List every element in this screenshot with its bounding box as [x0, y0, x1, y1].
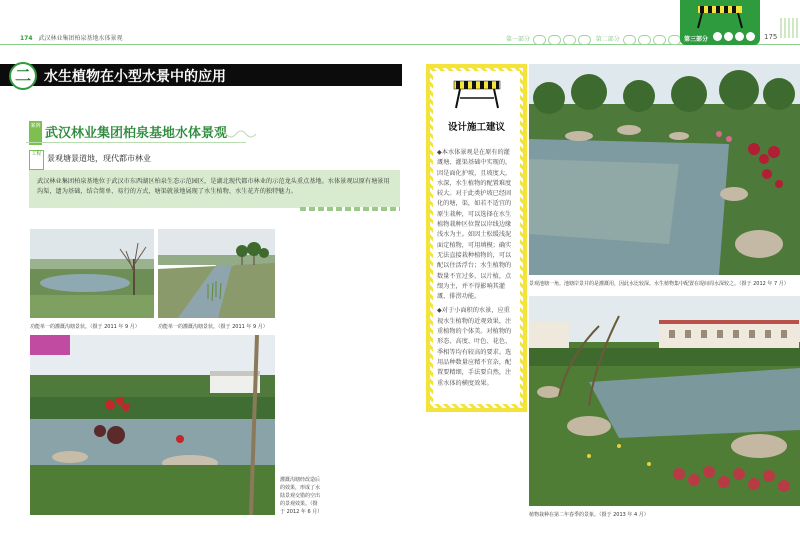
right-page-number: 175	[764, 33, 778, 41]
sidebar-paragraph: ◆本水体景观是在原有的灌溉塘、灌渠基础中实现的，因是面化护坡，且坡度大，水深，水生植物的配置难度较大。对于此类护坡已经固化的塘，渠，如若不适宜的原生栽种，可以选择在水生植物栽种区位置以岸线边缘浅水为主。如因土松缓浅泥面定植物，可用填模；确实无法直接栽种植物的，可以配以住活浮台；水生植物的数量不宜过多，以片植，点缀为主，并不得影响其灌溉、排涝功能。	[437, 149, 512, 301]
sidebar-body	[437, 148, 513, 393]
barrier-icon	[680, 0, 760, 32]
part-label: 第三部分	[684, 36, 709, 43]
left-running-title: 武汉林业集团柏泉基地水体景观	[38, 35, 123, 42]
case-tag: 案例	[29, 121, 42, 145]
barrier-icon	[452, 78, 502, 110]
photo-2-caption: 功能单一的灌溉沟塘景状。（摄于 2011 年 9 月）	[158, 324, 268, 330]
photo-pond-corner	[529, 64, 800, 275]
nav-part-one: 第一部分	[506, 36, 531, 43]
photo-ditch-2	[158, 229, 275, 318]
photo-4-caption: 景观池塘一角。池塘岸景并的是灌溉用，因此水比较深。水生植物集中配置在堤间周水深较之。（摄于 2012 年 7 月）	[529, 281, 789, 287]
photo-ditch-1	[30, 229, 154, 318]
section-title: 水生植物在小型水景中的应用	[44, 69, 226, 85]
type-tag: 工程	[29, 150, 44, 170]
type-text: 景观塘景道地，现代都市林业	[47, 154, 151, 163]
case-title: 武汉林业集团柏泉基地水体景观	[45, 126, 228, 141]
sidebar-title: 设计施工建议	[447, 122, 505, 133]
left-page-number: 174	[20, 35, 33, 42]
description-tail	[300, 207, 400, 211]
wave-ornament	[26, 126, 256, 142]
photo-1-caption: 功能单一的灌溉沟塘景状。（摄于 2011 年 9 月）	[30, 324, 140, 330]
description-text: 武汉林业集团柏泉基地位于武汉市东西湖区柏泉生态示范园区，是湖北现代都市林业的示范龙头重点基地。水体景观以原有塘景用沟渠，遗为基础，结合简单、易行的方式，塘渠就景地展现了水生植物、水生花卉的独特魅力。	[37, 178, 390, 195]
photo-5-caption: 植物栽种在第二年春季的景象。（摄于 2013 年 4 月）	[529, 512, 649, 518]
nav-dot	[713, 32, 722, 41]
nav-dot	[746, 32, 755, 41]
left-page-header	[20, 33, 122, 42]
case-underline	[26, 142, 246, 143]
nav-dot	[735, 32, 744, 41]
photo-spring-view	[529, 296, 800, 506]
photo-3-caption: 灌溉沟塘经改造后的效果，形成了水陆景观交错的空出的景观效果。（摄于 2012 年 6 月）	[280, 477, 323, 515]
nav-dot	[724, 32, 733, 41]
section-number: 二	[9, 62, 37, 90]
sidebar-paragraph: ◆对于小面积的水景，应重视水生植物的近观效果，注重植物的个体美。对植物的形态、高度、叶色、花色、季相等均有较高的要求。选用品种数量应精不宜杂，配置要精细，手法要自然，注重水体的横度效果。	[437, 307, 512, 387]
photo-garden-pond	[30, 335, 275, 515]
right-page-nav	[506, 34, 682, 45]
decorative-stripe	[780, 18, 800, 38]
nav-part-two: 第二部分	[595, 36, 620, 43]
